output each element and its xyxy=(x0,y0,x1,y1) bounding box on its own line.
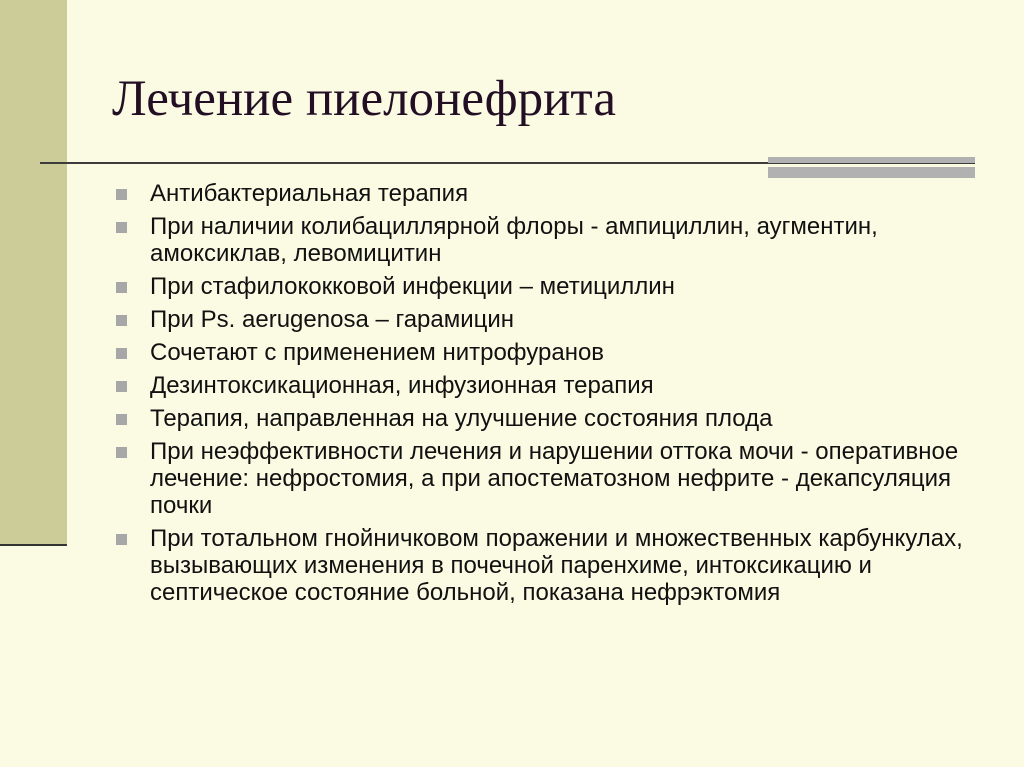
square-bullet-icon xyxy=(116,534,127,545)
left-bar-underline xyxy=(0,544,67,546)
bullet-text: При тотальном гнойничковом поражении и множественных карбункулах, вызывающих изменения в почечной паренхиме, интоксикацию и септическое состояние больной, показана нефрэктомия xyxy=(150,525,963,606)
bullet-text: При неэффективности лечения и нарушении оттока мочи - оперативное лечение: нефростомия, а при апостематозном нефрите - декапсуляция почки xyxy=(150,438,959,519)
square-bullet-icon xyxy=(116,282,127,293)
square-bullet-icon xyxy=(116,189,127,200)
bullet-item xyxy=(112,438,992,519)
bullet-text: При наличии колибациллярной флоры - ампициллин, аугментин, амоксиклав, левомицитин xyxy=(150,213,878,267)
bullet-text: Дезинтоксикационная, инфузионная терапия xyxy=(150,372,654,399)
left-decorative-bar xyxy=(0,0,67,546)
square-bullet-icon xyxy=(116,447,127,458)
square-bullet-icon xyxy=(116,414,127,425)
bullet-item xyxy=(112,213,992,267)
bullet-text: При Ps. aerugenosa – гарамицин xyxy=(150,306,515,333)
bullet-item xyxy=(112,525,992,606)
bullet-text: Сочетают с применением нитрофуранов xyxy=(150,339,605,366)
bullet-text: Антибактериальная терапия xyxy=(150,180,469,207)
accent-stripe-top xyxy=(768,157,975,163)
bullet-item xyxy=(112,405,992,432)
accent-stripe-bottom xyxy=(768,167,975,178)
bullet-item xyxy=(112,306,992,333)
bullet-text: Терапия, направленная на улучшение состояния плода xyxy=(150,405,773,432)
bullet-list xyxy=(112,180,992,612)
bullet-item xyxy=(112,339,992,366)
bullet-text: При стафилококковой инфекции – метициллин xyxy=(150,273,675,300)
title-accent-stripes xyxy=(768,157,975,178)
square-bullet-icon xyxy=(116,381,127,392)
bullet-item xyxy=(112,273,992,300)
square-bullet-icon xyxy=(116,348,127,359)
square-bullet-icon xyxy=(116,315,127,326)
slide-title: Лечение пиелонефрита xyxy=(112,71,616,127)
square-bullet-icon xyxy=(116,222,127,233)
bullet-item xyxy=(112,180,992,207)
bullet-item xyxy=(112,372,992,399)
